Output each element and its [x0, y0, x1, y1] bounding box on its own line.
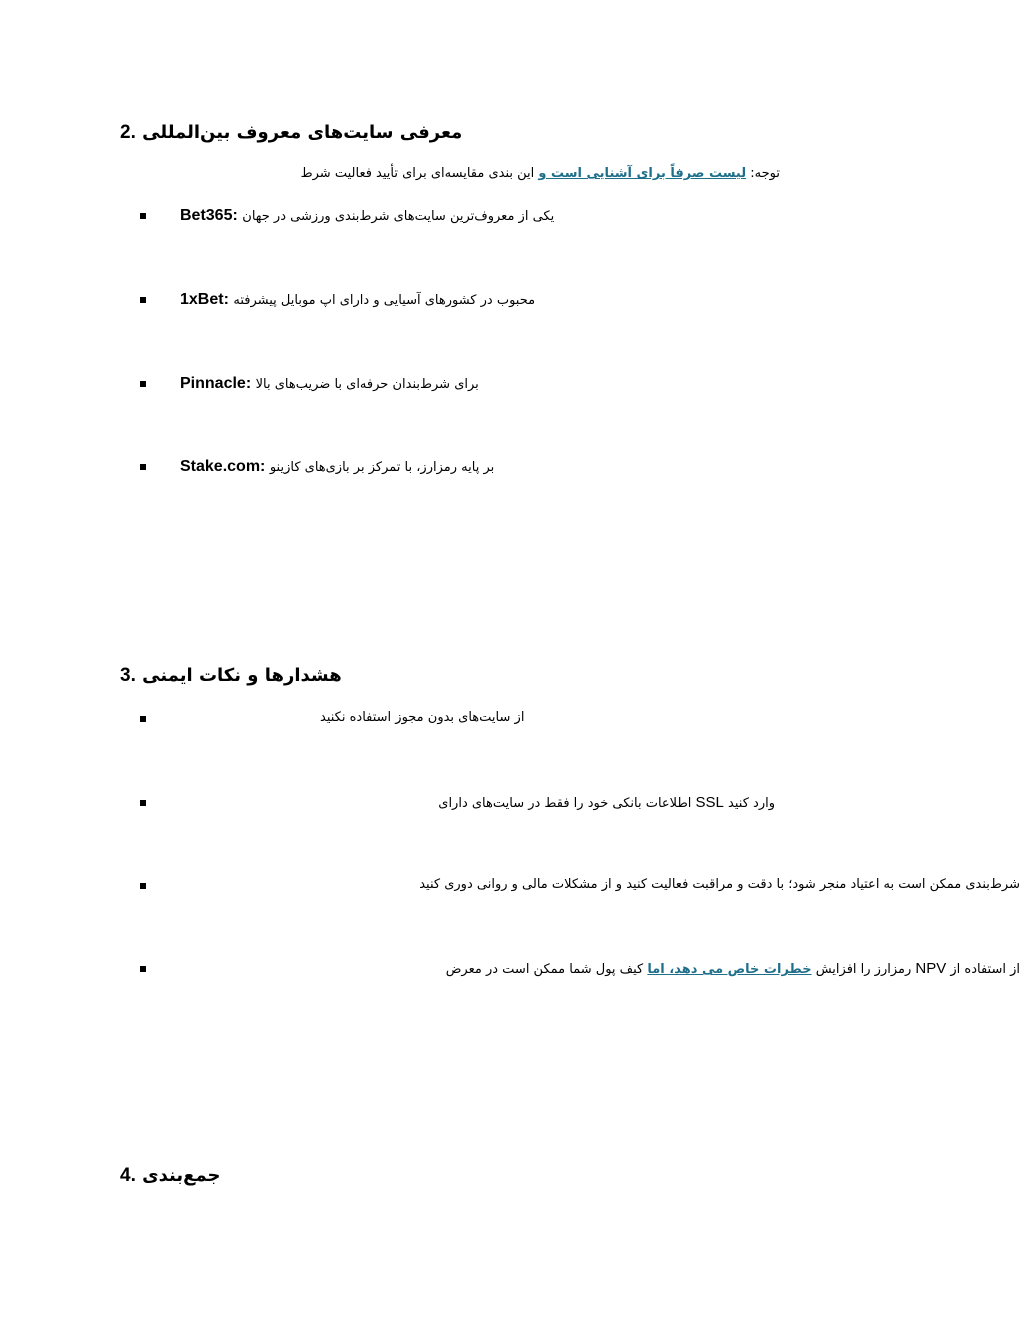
intro-text-before-link: این بندی مقایسه‌ای برای تأیید فعالیت شرط [300, 166, 535, 181]
section-4-number: 4. [120, 1165, 136, 1186]
bullet-square-icon [140, 381, 146, 387]
site-name: Bet365 [180, 207, 233, 224]
bullet-square-icon [140, 716, 146, 722]
warning-text: شرط‌بندی ممکن است به اعتیاد منجر شود؛ با دقت و مراقبت فعالیت کنید و از مشکلات مالی و روانی دوری کنید [419, 877, 1020, 892]
npv-label: NPV [915, 960, 947, 977]
warning-item-4 [140, 960, 1024, 982]
warning-text-after: از استفاده از [950, 962, 1020, 977]
intro-text-after-link: توجه: [750, 166, 780, 181]
site-name: 1xBet [180, 291, 224, 308]
site-description: برای شرط‌بندان حرفه‌ای با ضریب‌های بالا [255, 377, 479, 392]
bullet-square-icon [140, 800, 146, 806]
warning-text-before: کیف پول شما ممکن است در معرض [445, 962, 644, 977]
bullet-square-icon [140, 297, 146, 303]
site-description: یکی از معروف‌ترین سایت‌های شرط‌بندی ورزشی در جهان [242, 209, 555, 224]
warning-link[interactable]: خطرات خاص‌ می‌ دهد، اما [647, 962, 812, 977]
section-3-heading [120, 665, 342, 687]
section-4-title: جمع‌بندی [142, 1165, 221, 1186]
section-3-number: 3. [120, 665, 136, 686]
section-3-title: هشدارها و نکات ایمنی [142, 665, 342, 686]
site-description: محبوب در کشورهای آسیایی و دارای اپ موبایل پیشرفته [233, 293, 536, 308]
ssl-label: SSL [695, 794, 724, 811]
bullet-square-icon [140, 213, 146, 219]
site-separator: : [245, 375, 252, 392]
section-2-title: معرفی سایت‌های معروف بین‌المللی [142, 122, 463, 143]
site-description: بر پایه رمزارز، با تمرکز بر بازی‌های کازینو [269, 460, 495, 475]
warning-text: از سایت‌های بدون مجوز استفاده نکنید [320, 710, 525, 725]
section-4-heading [120, 1165, 220, 1187]
site-name: Pinnacle [180, 375, 246, 392]
site-name: Stake.com [180, 458, 261, 475]
warning-text-middle: رمزارز را افزایش [815, 962, 912, 977]
site-separator: : [232, 207, 238, 224]
warning-text-before: اطلاعات بانکی خود را فقط در سایت‌های دارای [438, 796, 692, 811]
section-2-heading [120, 122, 462, 144]
warning-item-2 [140, 794, 1024, 816]
site-separator: : [223, 291, 229, 308]
bullet-square-icon [140, 464, 146, 470]
bullet-square-icon [140, 883, 146, 889]
warning-item-3 [140, 877, 1024, 899]
section-2-number: 2. [120, 122, 136, 143]
intro-link[interactable]: لیست صرفاً برای آشنایی است و [538, 166, 747, 181]
site-separator: : [260, 458, 266, 475]
section-2-intro [170, 166, 780, 181]
warning-item-1 [140, 710, 1024, 732]
warning-text-after: وارد کنید [728, 796, 775, 811]
bullet-square-icon [140, 966, 146, 972]
